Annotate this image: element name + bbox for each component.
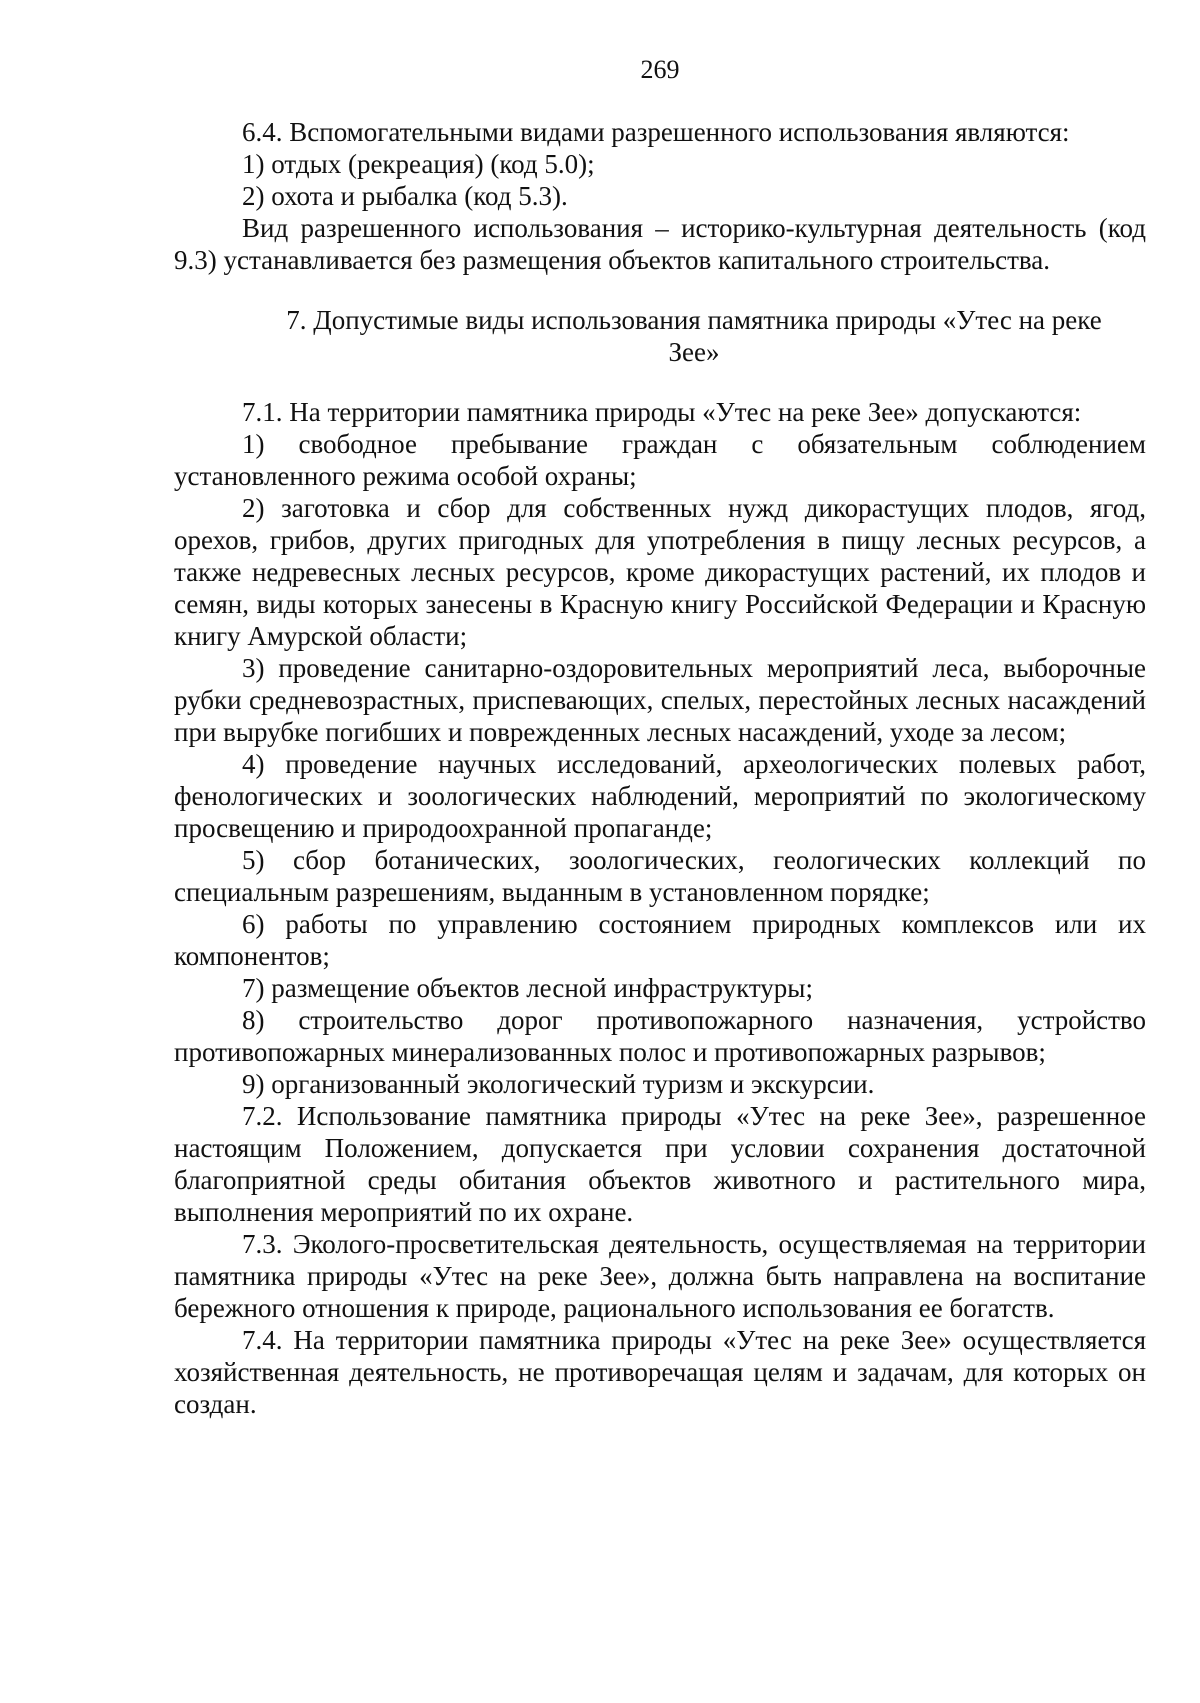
list-item-7-1-1: 1) свободное пребывание граждан с обязательным соблюдением установленного режима особой охраны; xyxy=(174,429,1146,491)
list-item-7-1-4: 4) проведение научных исследований, археологических полевых работ, фенологических и зоологических наблюдений, мероприятий по экологическому просвещению и природоохранной пропаганде; xyxy=(174,749,1146,843)
section-7-heading xyxy=(174,304,1146,368)
paragraph-7-1: 7.1. На территории памятника природы «Утес на реке Зее» допускаются: xyxy=(242,397,1082,427)
list-item-7-1-5: 5) сбор ботанических, зоологических, геологических коллекций по специальным разрешениям, выданным в установленном порядке; xyxy=(174,845,1146,907)
page-number: 269 xyxy=(640,55,680,84)
list-item-7-1-6: 6) работы по управлению состоянием природных комплексов или их компонентов; xyxy=(174,909,1146,971)
paragraph-7-4: 7.4. На территории памятника природы «Утес на реке Зее» осуществляется хозяйственная деятельность, не противоречащая целям и задачам, для которых он создан. xyxy=(174,1325,1146,1419)
list-item-6-4-2: 2) охота и рыбалка (код 5.3). xyxy=(242,181,568,211)
document-body xyxy=(174,116,1146,1420)
list-item-7-1-8: 8) строительство дорог противопожарного назначения, устройство противопожарных минерализованных полос и противопожарных разрывов; xyxy=(174,1005,1146,1067)
section-7-heading-line-2: Зее» xyxy=(668,337,720,367)
paragraph-6-4-note: Вид разрешенного использования – историко-культурная деятельность (код 9.3) устанавливается без размещения объектов капитального строительства. xyxy=(174,213,1146,275)
paragraph-7-2: 7.2. Использование памятника природы «Утес на реке Зее», разрешенное настоящим Положением, допускается при условии сохранения достаточной благоприятной среды обитания объектов животного и растительного мира, выполнения мероприятий по их охране. xyxy=(174,1101,1146,1227)
section-7-heading-line-1: 7. Допустимые виды использования памятника природы «Утес на реке xyxy=(286,305,1102,335)
paragraph-6-4: 6.4. Вспомогательными видами разрешенного использования являются: xyxy=(242,117,1070,147)
list-item-7-1-3: 3) проведение санитарно-оздоровительных мероприятий леса, выборочные рубки средневозрастных, приспевающих, спелых, перестойных лесных насаждений при вырубке погибших и поврежденных лесных насаждений, уходе за лесом; xyxy=(174,653,1146,747)
list-item-6-4-1: 1) отдых (рекреация) (код 5.0); xyxy=(242,149,595,179)
list-item-7-1-7: 7) размещение объектов лесной инфраструктуры; xyxy=(242,973,813,1003)
list-item-7-1-2: 2) заготовка и сбор для собственных нужд дикорастущих плодов, ягод, орехов, грибов, других пригодных для употребления в пищу лесных ресурсов, а также недревесных лесных ресурсов, кроме дикорастущих растений, их плодов и семян, виды которых занесены в Красную книгу Российской Федерации и Красную книгу Амурской области; xyxy=(174,493,1146,651)
paragraph-7-3: 7.3. Эколого-просветительская деятельность, осуществляемая на территории памятника природы «Утес на реке Зее», должна быть направлена на воспитание бережного отношения к природе, рационального использования ее богатств. xyxy=(174,1229,1146,1323)
list-item-7-1-9: 9) организованный экологический туризм и экскурсии. xyxy=(242,1069,875,1099)
